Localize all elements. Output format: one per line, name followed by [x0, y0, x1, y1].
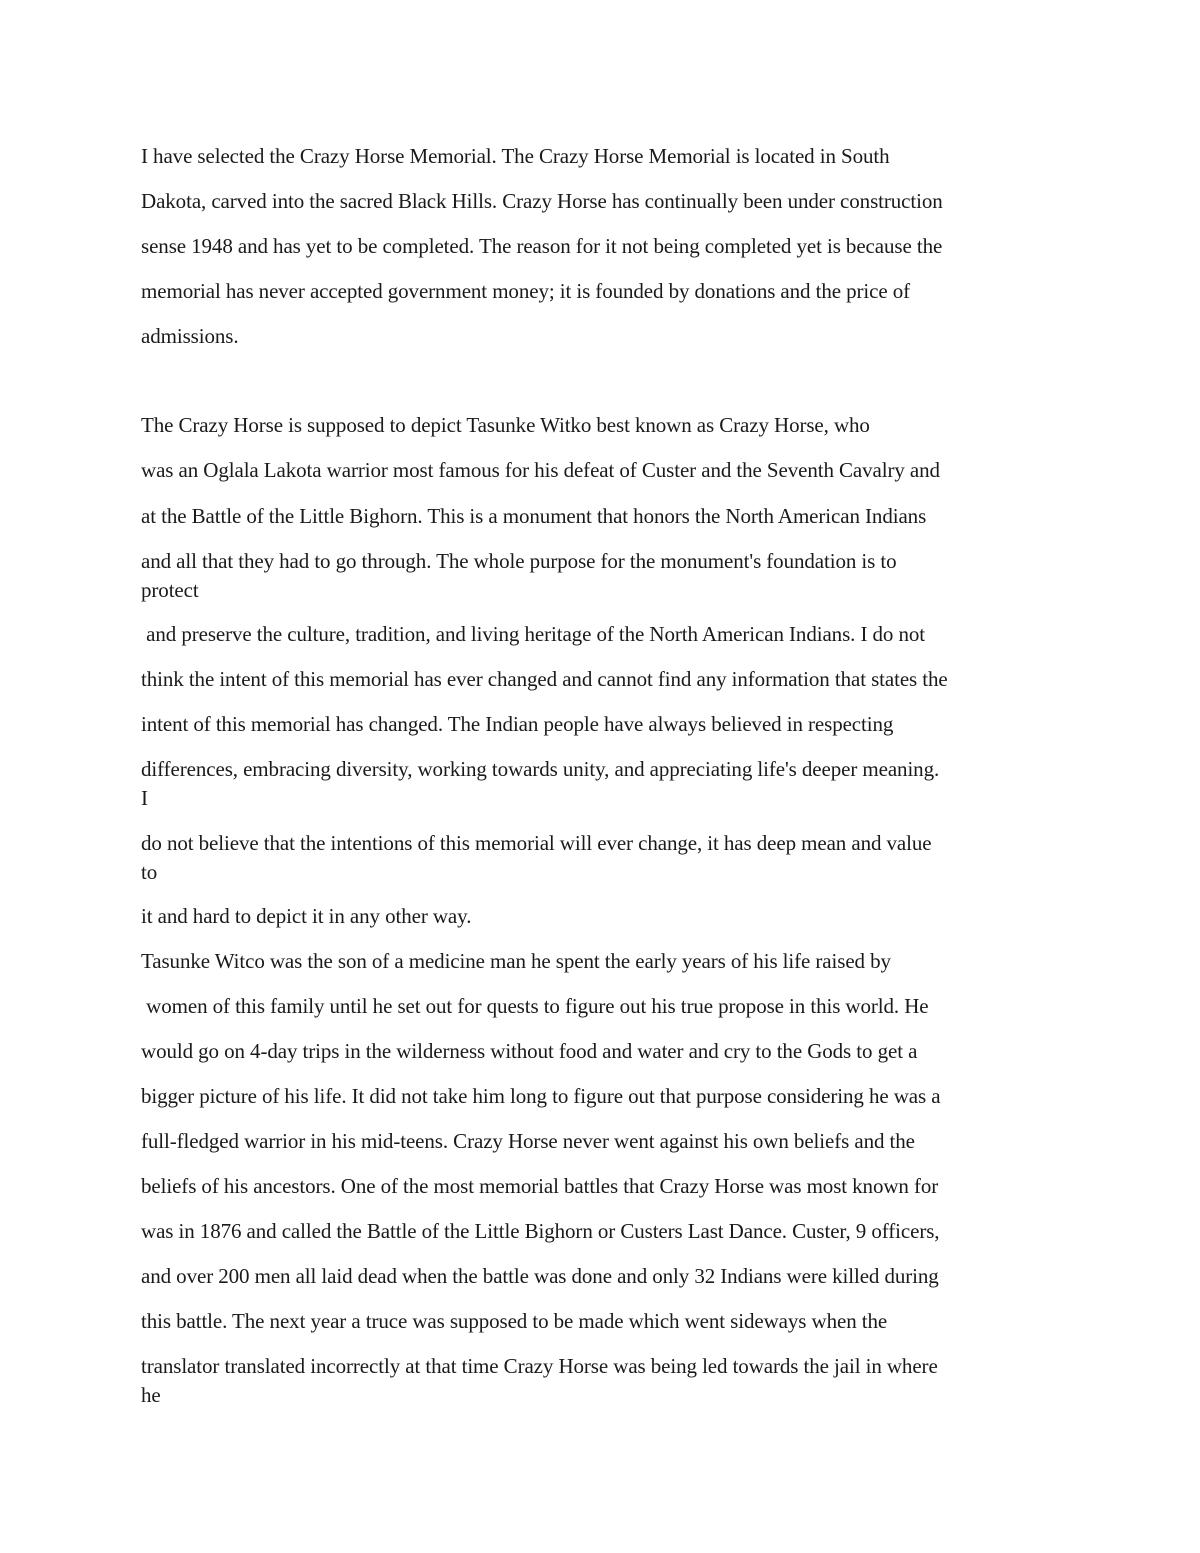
text-line: was in 1876 and called the Battle of the Little Bighorn or Custers Last Dance. Custer, 9 officers,: [141, 1219, 940, 1243]
text-line: translator translated incorrectly at that time Crazy Horse was being led towards the jail in where: [141, 1354, 938, 1378]
text-line: and preserve the culture, tradition, and living heritage of the North American Indians. I do not: [141, 622, 925, 646]
text-line: Dakota, carved into the sacred Black Hills. Crazy Horse has continually been under construction: [141, 189, 943, 213]
text-line: intent of this memorial has changed. The Indian people have always believed in respecting: [141, 712, 894, 736]
text-line: differences, embracing diversity, working towards unity, and appreciating life's deeper meaning.: [141, 757, 940, 781]
text-line: bigger picture of his life. It did not take him long to figure out that purpose considering he was a: [141, 1084, 941, 1108]
text-line: sense 1948 and has yet to be completed. The reason for it not being completed yet is because the: [141, 234, 943, 258]
text-line: at the Battle of the Little Bighorn. This is a monument that honors the North American Indians: [141, 504, 927, 528]
text-line: beliefs of his ancestors. One of the most memorial battles that Crazy Horse was most known for: [141, 1174, 939, 1198]
text-line: was an Oglala Lakota warrior most famous for his defeat of Custer and the Seventh Cavalry and: [141, 458, 940, 482]
text-line: I: [141, 786, 148, 810]
text-line: and all that they had to go through. The whole purpose for the monument's foundation is to: [141, 549, 897, 573]
text-line: women of this family until he set out for quests to figure out his true propose in this world. He: [141, 994, 929, 1018]
text-line: I have selected the Crazy Horse Memorial. The Crazy Horse Memorial is located in South: [141, 144, 890, 168]
text-line: and over 200 men all laid dead when the battle was done and only 32 Indians were killed during: [141, 1264, 939, 1288]
text-line: Tasunke Witco was the son of a medicine man he spent the early years of his life raised by: [141, 949, 891, 973]
text-line: The Crazy Horse is supposed to depict Tasunke Witko best known as Crazy Horse, who: [141, 413, 870, 437]
text-line: would go on 4-day trips in the wilderness without food and water and cry to the Gods to get a: [141, 1039, 918, 1063]
text-line: this battle. The next year a truce was supposed to be made which went sideways when the: [141, 1309, 888, 1333]
text-line: it and hard to depict it in any other way.: [141, 904, 472, 928]
text-line: do not believe that the intentions of this memorial will ever change, it has deep mean and value: [141, 831, 932, 855]
text-line: think the intent of this memorial has ever changed and cannot find any information that states the: [141, 667, 948, 691]
text-line: he: [141, 1383, 161, 1407]
text-line: protect: [141, 578, 199, 602]
text-line: to: [141, 860, 158, 884]
text-line: memorial has never accepted government money; it is founded by donations and the price of: [141, 279, 911, 303]
text-line: full-fledged warrior in his mid-teens. Crazy Horse never went against his own beliefs and the: [141, 1129, 915, 1153]
text-line: admissions.: [141, 324, 239, 348]
